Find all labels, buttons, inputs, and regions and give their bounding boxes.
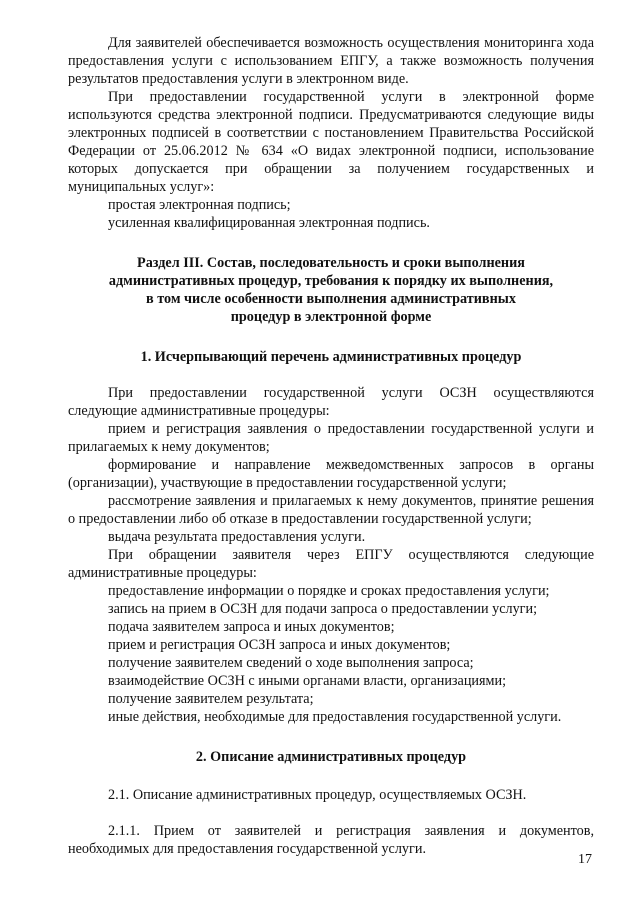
section-3-title xyxy=(68,254,594,326)
section-3-title-line-2: административных процедур, требования к порядку их выполнения, xyxy=(108,273,554,289)
epgu-procedure-item: прием и регистрация ОСЗН запроса и иных документов; xyxy=(108,637,451,653)
procedure-item: формирование и направление межведомственных запросов в органы (организации), участвующие в предоставлении государственной услуги; xyxy=(68,457,594,491)
procedure-item: выдача результата предоставления услуги. xyxy=(108,529,366,545)
epgu-procedure-item: получение заявителем сведений о ходе выполнения запроса; xyxy=(108,655,474,671)
subsection-2-paragraph-1: 2.1. Описание административных процедур, осуществляемых ОСЗН. xyxy=(108,787,527,803)
procedure-item: рассмотрение заявления и прилагаемых к нему документов, принятие решения о предоставлении либо об отказе в предоставлении государственной услуги; xyxy=(68,493,594,527)
section-3-title-line-3: в том числе особенности выполнения административных xyxy=(146,291,516,307)
epgu-procedures-lead: При обращении заявителя через ЕПГУ осуществляются следующие административные процедуры: xyxy=(68,547,594,581)
subsection-2-paragraph-2: 2.1.1. Прием от заявителей и регистрация заявления и документов, необходимых для предоставления государственной услуги. xyxy=(68,823,594,857)
page-number: 17 xyxy=(578,852,592,867)
epgu-procedure-item: запись на прием в ОСЗН для подачи запроса о предоставлении услуги; xyxy=(108,601,538,617)
intro-paragraph-1: Для заявителей обеспечивается возможность осуществления мониторинга хода предоставления услуги с использованием ЕПГУ, а также возможность получения результатов предоставления услуги в электронном виде. xyxy=(68,35,594,87)
section-3-title-line-4: процедур в электронной форме xyxy=(230,309,432,325)
epgu-procedure-item: иные действия, необходимые для предоставления государственной услуги. xyxy=(108,709,562,725)
procedures-lead: При предоставлении государственной услуги ОСЗН осуществляются следующие административные процедуры: xyxy=(68,385,594,419)
document-page xyxy=(68,34,594,858)
signature-type-simple: простая электронная подпись; xyxy=(108,197,291,213)
section-3-title-line-1: Раздел III. Состав, последовательность и сроки выполнения xyxy=(137,255,525,271)
epgu-procedure-item: предоставление информации о порядке и сроках предоставления услуги; xyxy=(108,583,550,599)
procedure-item: прием и регистрация заявления о предоставлении государственной услуги и прилагаемых к нему документов; xyxy=(68,421,594,455)
signature-type-qualified: усиленная квалифицированная электронная подпись. xyxy=(108,215,430,231)
epgu-procedure-item: подача заявителем запроса и иных документов; xyxy=(108,619,395,635)
subsection-2-title: 2. Описание административных процедур xyxy=(195,749,467,765)
intro-paragraph-2: При предоставлении государственной услуги в электронной форме используются средства электронной подписи. Предусматриваются следующие виды электронных подписей в соответствии с постановлением Правительства Российской Федерации от 25.06.2012 № 634 «О видах электронной подписи, использование которых допускается при обращении за получением государственных и муниципальных услуг»: xyxy=(68,89,594,195)
epgu-procedure-item: взаимодействие ОСЗН с иными органами власти, организациями; xyxy=(108,673,507,689)
subsection-1-title: 1. Исчерпывающий перечень административных процедур xyxy=(140,349,522,365)
epgu-procedure-item: получение заявителем результата; xyxy=(108,691,314,707)
